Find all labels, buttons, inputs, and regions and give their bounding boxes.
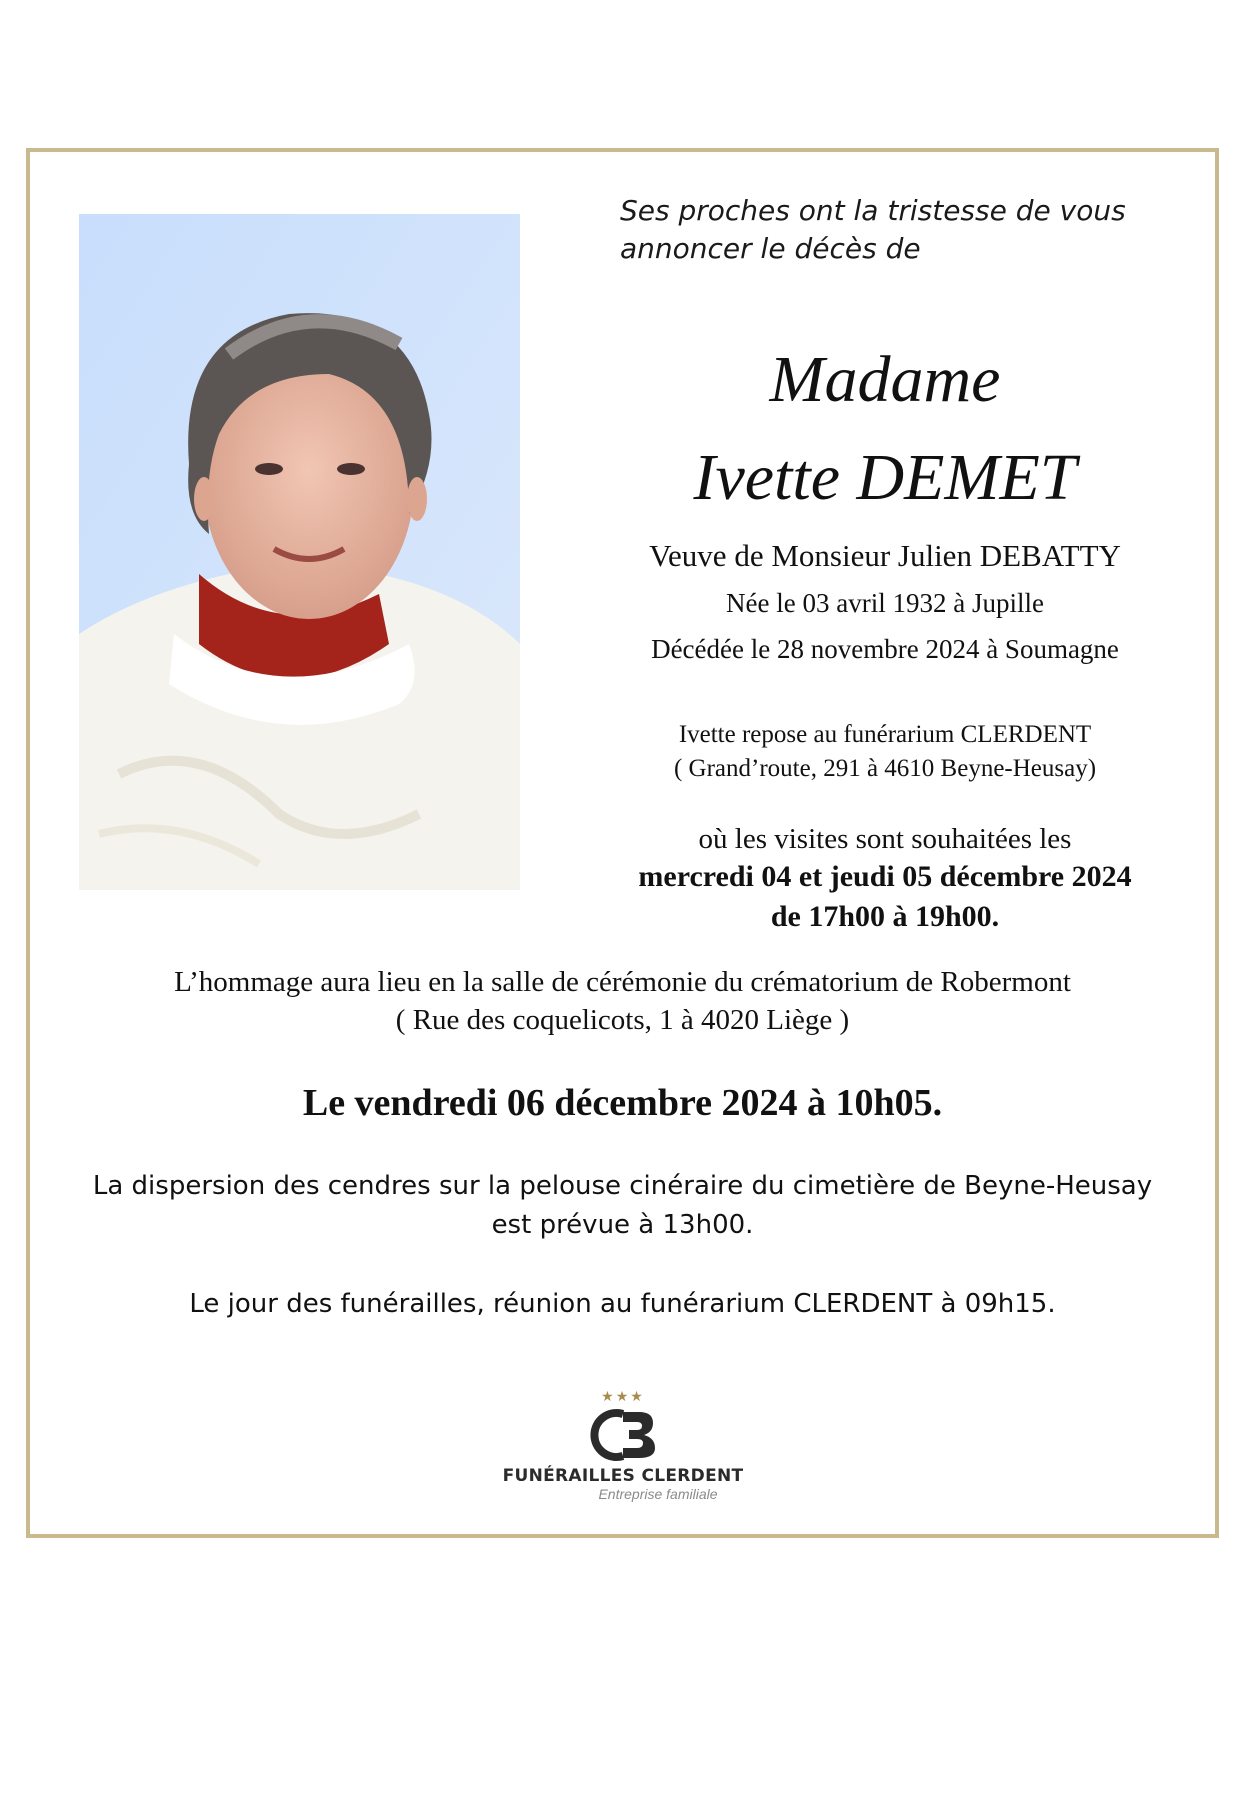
clerdent-mark-icon <box>587 1408 659 1462</box>
logo-brand: FUNÉRAILLES CLERDENT <box>502 1466 744 1486</box>
visits-intro: où les visites sont souhaitées les <box>698 823 1072 855</box>
funerarium-address: ( Grand’route, 291 à 4610 Beyne-Heusay) <box>673 755 1097 782</box>
clerdent-logo <box>480 1390 766 1514</box>
logo-stars: ★★★ <box>601 1390 645 1405</box>
repose-text: Ivette repose au funérarium CLERDENT <box>678 721 1092 748</box>
ceremony-date: Le vendredi 06 décembre 2024 à 10h05. <box>302 1082 943 1124</box>
death-info: Décédée le 28 novembre 2024 à Soumagne <box>651 634 1119 664</box>
intro-text <box>620 192 1140 268</box>
dispersion-time: est prévue à 13h00. <box>491 1210 754 1240</box>
meeting-text: Le jour des funérailles, réunion au funérarium CLERDENT à 09h15. <box>189 1289 1056 1319</box>
deceased-name: Ivette DEMET <box>693 441 1077 514</box>
portrait-illustration <box>79 214 520 890</box>
intro-line-2: annoncer le décès de <box>620 232 921 265</box>
portrait-photo <box>79 214 520 890</box>
visits-dates: mercredi 04 et jeudi 05 décembre 2024 <box>638 860 1132 893</box>
dispersion-text: La dispersion des cendres sur la pelouse cinéraire du cimetière de Beyne-Heusay <box>92 1171 1153 1201</box>
hommage-text: L’hommage aura lieu en la salle de cérémonie du crématorium de Robermont <box>174 966 1071 998</box>
widow-of-text: Veuve de Monsieur Julien DEBATTY <box>649 538 1121 573</box>
intro-line-1: Ses proches ont la tristesse de vous <box>620 194 1126 227</box>
logo-tagline: Entreprise familiale <box>598 1486 718 1502</box>
crematorium-address: ( Rue des coquelicots, 1 à 4020 Liège ) <box>395 1004 850 1036</box>
birth-info: Née le 03 avril 1932 à Jupille <box>726 588 1044 618</box>
deceased-title: Madame <box>769 343 1001 416</box>
visits-hours: de 17h00 à 19h00. <box>770 900 1000 933</box>
